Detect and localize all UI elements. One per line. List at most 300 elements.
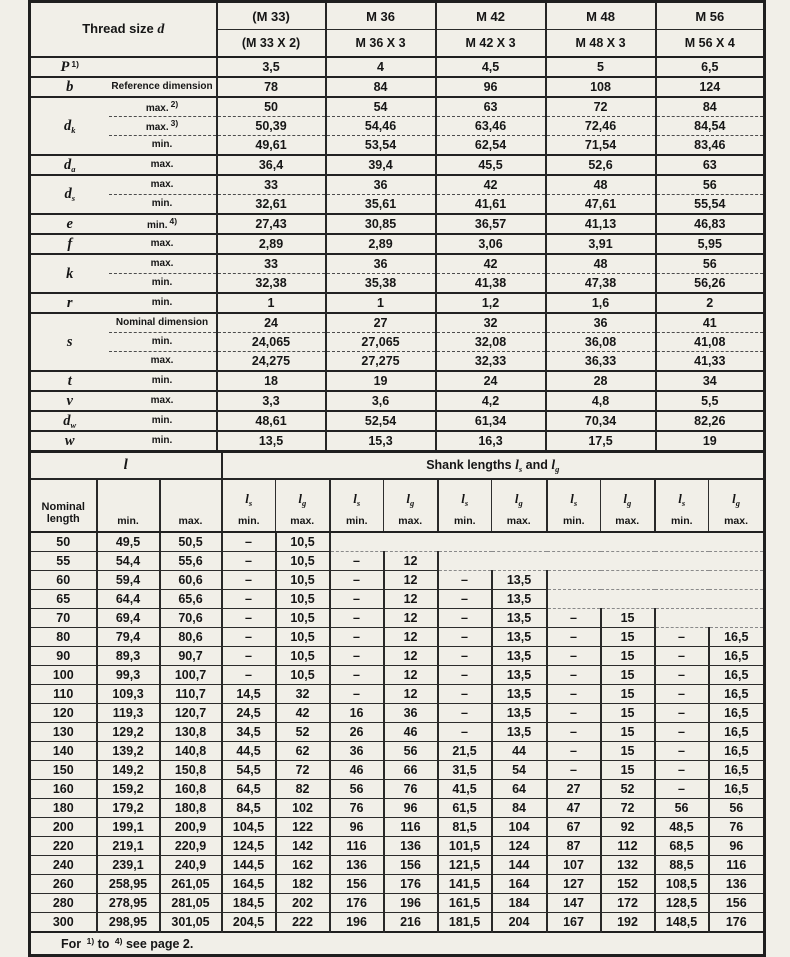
length-max-cell: 100,7 [160,666,222,685]
lg-cell: 10,5 [276,647,330,666]
value-cell: 3,91 [546,234,656,254]
ls-cell: 48,5 [655,818,709,837]
nominal-length-cell: 160 [30,780,97,799]
lg-cell: 13,5 [492,590,547,609]
lg-cell: 15 [601,742,655,761]
ls-cell: 31,5 [438,761,492,780]
value-cell: 16,3 [436,431,546,452]
value-cell: 61,34 [436,411,546,431]
value-cell: 15,3 [326,431,436,452]
limit-label-cell: min. [109,274,217,294]
nominal-length-cell: 150 [30,761,97,780]
length-max-cell: 301,05 [160,913,222,933]
ls-column-header: $l_s$ min. [330,479,384,532]
lg-cell: 56 [709,799,765,818]
value-cell: 5,95 [656,234,765,254]
ls-cell: – [438,571,492,590]
lg-cell: 182 [276,875,330,894]
ls-cell: – [547,647,601,666]
length-max-cell: 130,8 [160,723,222,742]
value-cell: 36 [326,175,436,195]
lg-cell: 15 [601,704,655,723]
footnote-text: For [61,936,85,951]
lg-cell: 66 [384,761,438,780]
lg-cell: 10,5 [276,628,330,647]
ls-cell: 108,5 [655,875,709,894]
length-max-cell: 150,8 [160,761,222,780]
dimension-row [30,371,765,391]
value-cell: 13,5 [217,431,326,452]
value-cell: 72,46 [546,117,656,136]
ls-cell: – [222,590,276,609]
shank-row [30,723,765,742]
lg-cell: 96 [709,837,765,856]
ls-cell: 147 [547,894,601,913]
value-cell: 34 [656,371,765,391]
lg-cell: 13,5 [492,666,547,685]
symbol-cell: k [30,254,109,293]
length-max-cell: 65,6 [160,590,222,609]
lg-cell: 12 [384,685,438,704]
value-cell: 6,5 [656,57,765,77]
value-cell: 41,61 [436,195,546,215]
thread-size-symbol: d [157,22,165,37]
value-cell: 56 [656,254,765,274]
lg-cell: 176 [709,913,765,933]
lg-cell: 56 [384,742,438,761]
ls-cell: – [330,552,384,571]
value-cell: 5,5 [656,391,765,411]
lg-cell: 72 [601,799,655,818]
shank-lengths-table [28,453,766,957]
value-cell: 2,89 [326,234,436,254]
lg-cell: 13,5 [492,723,547,742]
value-cell: 36 [326,254,436,274]
limit-label-cell: min. [109,431,217,452]
limit-label-cell: max. [109,155,217,175]
symbol-cell: $d_w$ [30,411,109,431]
limit-label-cell: max. [109,391,217,411]
lg-cell [709,609,765,628]
shank-row [30,590,765,609]
lg-cell: 136 [384,837,438,856]
ls-cell: – [330,685,384,704]
lg-cell: 46 [384,723,438,742]
ls-cell: – [222,552,276,571]
shank-row [30,552,765,571]
lg-cell: 16,5 [709,761,765,780]
lg-cell [601,590,655,609]
lg-cell: 192 [601,913,655,933]
limit-label-cell: Reference dimension [109,77,217,97]
dimension-row [30,136,765,156]
value-cell: 50 [217,97,326,117]
value-cell: 42 [436,254,546,274]
value-cell: 18 [217,371,326,391]
value-cell: 41,33 [656,352,765,372]
dimension-row [30,234,765,254]
ls-cell: 164,5 [222,875,276,894]
value-cell: 83,46 [656,136,765,156]
limit-label-cell: max. [109,352,217,372]
ls-cell: 36 [330,742,384,761]
value-cell: 71,54 [546,136,656,156]
lg-cell: 42 [276,704,330,723]
limit-label-cell: min. [109,333,217,352]
length-max-cell: 200,9 [160,818,222,837]
value-cell: 1,6 [546,293,656,313]
nominal-length-cell: 140 [30,742,97,761]
shank-subheader-row [30,479,765,532]
ls-cell: – [330,647,384,666]
length-max-cell: 160,8 [160,780,222,799]
value-cell: 27,275 [326,352,436,372]
size-header-row [30,2,765,30]
ls-cell: – [655,761,709,780]
ls-cell [547,590,601,609]
limit-label-cell [109,57,217,77]
length-min-cell: 129,2 [97,723,160,742]
ls-cell [438,532,492,552]
value-cell: 4 [326,57,436,77]
shank-rows [30,532,765,932]
footnote-to: to [94,936,113,951]
nominal-length-cell: 65 [30,590,97,609]
value-cell: 17,5 [546,431,656,452]
ls-cell: 167 [547,913,601,933]
lg-cell: 64 [492,780,547,799]
length-min-cell: 69,4 [97,609,160,628]
length-min-cell: 79,4 [97,628,160,647]
shank-row [30,799,765,818]
value-cell: 62,54 [436,136,546,156]
nominal-length-cell: 55 [30,552,97,571]
col-header-m36: M 36 [326,2,436,30]
dimension-row [30,175,765,195]
pitch-header-m36: M 36 X 3 [326,30,436,58]
value-cell: 70,34 [546,411,656,431]
symbol-cell: $d_a$ [30,155,109,175]
ls-cell: – [547,723,601,742]
ls-cell: 68,5 [655,837,709,856]
pitch-header-m42: M 42 X 3 [436,30,546,58]
value-cell: 36,33 [546,352,656,372]
shank-row [30,532,765,552]
shank-row [30,704,765,723]
value-cell: 84,54 [656,117,765,136]
value-cell: 42 [436,175,546,195]
value-cell: 24,275 [217,352,326,372]
value-cell: 28 [546,371,656,391]
value-cell: 47,38 [546,274,656,294]
value-cell: 35,38 [326,274,436,294]
lg-column-header: $l_g$ max. [384,479,438,532]
thread-size-header [30,2,217,58]
ls-cell: 14,5 [222,685,276,704]
dimension-row [30,254,765,274]
ls-cell: 104,5 [222,818,276,837]
length-max-cell: 261,05 [160,875,222,894]
nominal-length-header: Nominal length [30,479,97,532]
dimension-row [30,391,765,411]
value-cell: 19 [326,371,436,391]
lg-cell [492,532,547,552]
value-cell: 3,06 [436,234,546,254]
ls-column-header: $l_s$ min. [655,479,709,532]
value-cell: 33 [217,254,326,274]
ls-cell: 34,5 [222,723,276,742]
lg-cell: 12 [384,647,438,666]
length-min-cell: 64,4 [97,590,160,609]
lg-cell: 13,5 [492,571,547,590]
lg-cell [709,532,765,552]
lg-subscript: g [555,463,560,474]
lg-cell: 12 [384,590,438,609]
lg-cell: 62 [276,742,330,761]
lg-cell [709,590,765,609]
lg-cell: 10,5 [276,571,330,590]
symbol-cell: s [30,313,109,371]
shank-title-and: and [522,457,552,472]
value-cell: 84 [326,77,436,97]
value-cell: 84 [656,97,765,117]
limit-label-cell: min. [109,411,217,431]
value-cell: 24,065 [217,333,326,352]
ls-cell: 24,5 [222,704,276,723]
nominal-length-cell: 60 [30,571,97,590]
ls-cell: 27 [547,780,601,799]
value-cell: 48 [546,254,656,274]
lg-cell: 16,5 [709,780,765,799]
lg-cell: 54 [492,761,547,780]
length-min-header: min. [97,479,160,532]
lg-cell: 92 [601,818,655,837]
lg-cell: 13,5 [492,685,547,704]
lg-cell: 142 [276,837,330,856]
value-cell: 32,33 [436,352,546,372]
lg-cell: 10,5 [276,666,330,685]
lg-cell: 116 [709,856,765,875]
ls-cell: 204,5 [222,913,276,933]
lg-cell: 124 [492,837,547,856]
lg-cell: 16,5 [709,685,765,704]
lg-cell: 13,5 [492,647,547,666]
dimension-row [30,77,765,97]
nominal-length-cell: 80 [30,628,97,647]
dimension-row [30,313,765,333]
dimension-row [30,117,765,136]
ls-cell: – [547,742,601,761]
value-cell: 56 [656,175,765,195]
lg-cell: 76 [709,818,765,837]
value-cell: 5 [546,57,656,77]
lg-cell [492,552,547,571]
lg-cell: 15 [601,647,655,666]
lg-cell: 196 [384,894,438,913]
ls-cell: – [222,666,276,685]
value-cell: 41,38 [436,274,546,294]
value-cell: 33 [217,175,326,195]
symbol-cell: t [30,371,109,391]
lg-cell: 36 [384,704,438,723]
ls-cell: 87 [547,837,601,856]
ls-cell: 116 [330,837,384,856]
lg-cell: 216 [384,913,438,933]
length-min-cell: 219,1 [97,837,160,856]
ls-cell: 44,5 [222,742,276,761]
length-max-cell: 80,6 [160,628,222,647]
ls-cell: 148,5 [655,913,709,933]
nominal-length-cell: 300 [30,913,97,933]
length-max-cell: 60,6 [160,571,222,590]
symbol-cell: b [30,77,109,97]
lg-symbol: l [551,456,556,472]
ls-cell: 56 [655,799,709,818]
dimension-row [30,411,765,431]
value-cell: 32 [436,313,546,333]
lg-cell: 96 [384,799,438,818]
ls-cell: 76 [330,799,384,818]
ls-cell [330,532,384,552]
value-cell: 55,54 [656,195,765,215]
nominal-length-cell: 130 [30,723,97,742]
lg-cell [709,552,765,571]
symbol-cell: $d_s$ [30,175,109,214]
shank-lengths-title [222,453,765,479]
length-max-cell: 120,7 [160,704,222,723]
lg-cell: 132 [601,856,655,875]
ls-cell: 107 [547,856,601,875]
lg-cell: 10,5 [276,552,330,571]
ls-cell: 101,5 [438,837,492,856]
ls-cell: – [655,628,709,647]
ls-cell: 161,5 [438,894,492,913]
limit-label-cell: max. [109,254,217,274]
ls-cell: 16 [330,704,384,723]
ls-cell: 127 [547,875,601,894]
value-cell: 27,065 [326,333,436,352]
ls-cell: – [222,609,276,628]
shank-row [30,571,765,590]
length-max-cell: 281,05 [160,894,222,913]
length-min-cell: 49,5 [97,532,160,552]
ls-cell [547,532,601,552]
nominal-length-cell: 70 [30,609,97,628]
nominal-length-cell: 50 [30,532,97,552]
lg-cell: 102 [276,799,330,818]
value-cell: 41 [656,313,765,333]
dimension-row [30,352,765,372]
lg-cell: 136 [709,875,765,894]
lg-cell: 104 [492,818,547,837]
length-max-cell: 140,8 [160,742,222,761]
value-cell: 48 [546,175,656,195]
lg-column-header: $l_g$ max. [709,479,765,532]
value-cell: 63 [656,155,765,175]
ls-cell: 46 [330,761,384,780]
ls-cell [547,552,601,571]
lg-cell: 13,5 [492,704,547,723]
value-cell: 54 [326,97,436,117]
value-cell: 1 [326,293,436,313]
length-max-cell: 110,7 [160,685,222,704]
nominal-length-cell: 240 [30,856,97,875]
ls-cell: 81,5 [438,818,492,837]
limit-label-cell: min. [109,371,217,391]
shank-row [30,628,765,647]
value-cell: 39,4 [326,155,436,175]
length-max-cell: 70,6 [160,609,222,628]
lg-cell: 202 [276,894,330,913]
symbol-cell: w [30,431,109,452]
ls-cell: 54,5 [222,761,276,780]
ls-cell: 47 [547,799,601,818]
value-cell: 36 [546,313,656,333]
length-max-cell: 180,8 [160,799,222,818]
length-min-cell: 159,2 [97,780,160,799]
ls-cell: – [655,666,709,685]
ls-cell [547,571,601,590]
col-header-m56: M 56 [656,2,765,30]
shank-row [30,837,765,856]
limit-label-cell: max. $^{3)}$ [109,117,217,136]
value-cell: 63,46 [436,117,546,136]
dimension-row [30,293,765,313]
ls-cell: – [547,704,601,723]
lg-cell: 204 [492,913,547,933]
ls-cell: – [438,590,492,609]
ls-cell: – [438,666,492,685]
ls-cell [655,532,709,552]
ls-cell: – [330,590,384,609]
value-cell: 3,5 [217,57,326,77]
symbol-cell: e [30,214,109,234]
pitch-header-m48: M 48 X 3 [546,30,656,58]
value-cell: 19 [656,431,765,452]
length-min-cell: 59,4 [97,571,160,590]
ls-cell: 181,5 [438,913,492,933]
lg-cell [709,571,765,590]
lg-cell: 12 [384,571,438,590]
footnote-ref-1: 1) [86,935,95,946]
value-cell: 32,38 [217,274,326,294]
value-cell: 2,89 [217,234,326,254]
value-cell: 30,85 [326,214,436,234]
ls-cell: – [438,609,492,628]
ls-cell: – [222,532,276,552]
lg-cell: 162 [276,856,330,875]
ls-cell: – [222,571,276,590]
value-cell: 27 [326,313,436,333]
ls-cell: 124,5 [222,837,276,856]
ls-cell: – [222,628,276,647]
ls-cell: 21,5 [438,742,492,761]
value-cell: 24 [436,371,546,391]
ls-cell: 61,5 [438,799,492,818]
ls-cell: – [330,628,384,647]
lg-cell: 12 [384,666,438,685]
nominal-length-cell: 280 [30,894,97,913]
ls-cell: 84,5 [222,799,276,818]
lg-cell: 32 [276,685,330,704]
ls-cell: 88,5 [655,856,709,875]
shank-row [30,913,765,933]
shank-row [30,875,765,894]
length-min-cell: 179,2 [97,799,160,818]
shank-row [30,742,765,761]
length-min-cell: 99,3 [97,666,160,685]
limit-label-cell: max. [109,175,217,195]
